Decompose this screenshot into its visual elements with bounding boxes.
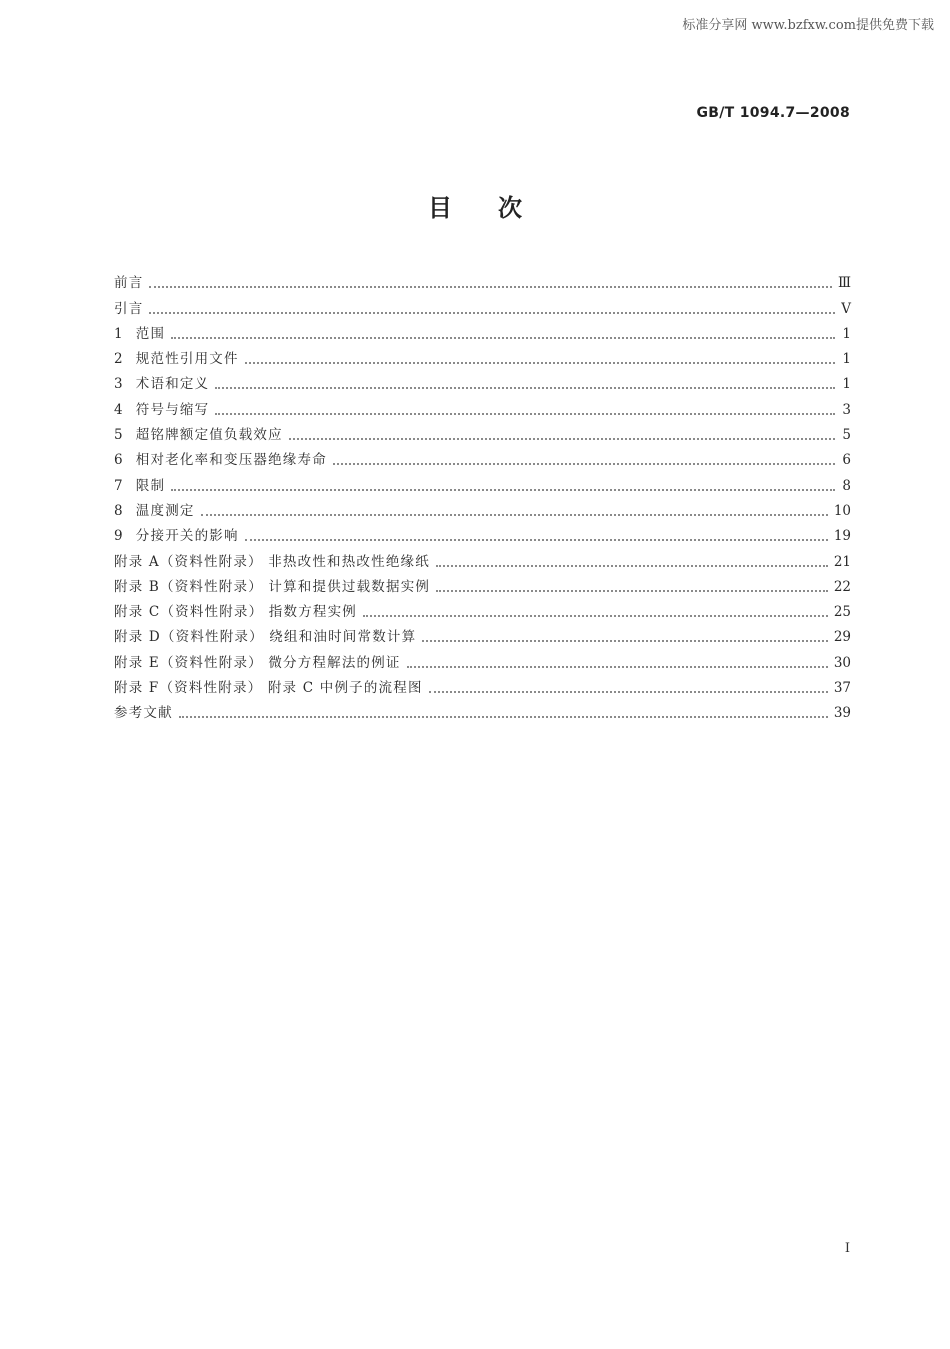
toc-entry-number: 1 xyxy=(114,325,124,342)
toc-entry-label xyxy=(114,325,165,343)
toc-entry-number: 2 xyxy=(114,351,124,368)
page-title: 目次 xyxy=(428,194,568,222)
toc-entry-text: 参考文献 xyxy=(114,705,173,722)
toc-dot-leader xyxy=(201,514,828,516)
toc-entry-number: 3 xyxy=(114,376,124,393)
toc-entry-label xyxy=(114,502,195,520)
toc-dot-leader xyxy=(436,590,828,592)
toc-entry-label xyxy=(114,578,430,596)
toc-entry-page: 1 xyxy=(842,325,851,342)
toc-entry-label xyxy=(114,527,239,545)
toc-entry-label xyxy=(114,451,327,469)
toc-entry-label xyxy=(114,628,416,646)
toc-entry-label xyxy=(114,477,165,495)
toc-dot-leader xyxy=(289,438,835,440)
toc-entry-text: 附录 E（资料性附录） 微分方程解法的例证 xyxy=(114,654,401,671)
toc-entry-text: 引言 xyxy=(114,300,144,317)
toc-entry-text: 术语和定义 xyxy=(135,376,210,393)
toc-dot-leader xyxy=(429,691,828,693)
toc-dot-leader xyxy=(149,312,835,314)
toc-dot-leader xyxy=(179,716,828,718)
toc-entry[interactable] xyxy=(114,444,851,469)
toc-entry-page: 19 xyxy=(833,528,851,545)
toc-entry-text: 相对老化率和变压器绝缘寿命 xyxy=(135,452,327,469)
standard-code: GB/T 1094.7—2008 xyxy=(696,105,850,121)
toc-entry-number: 7 xyxy=(114,477,124,494)
table-of-contents xyxy=(114,267,851,722)
toc-entry[interactable] xyxy=(114,621,851,646)
toc-entry-page: 1 xyxy=(842,351,851,368)
toc-entry-page: 8 xyxy=(842,477,851,494)
toc-entry-label xyxy=(114,350,239,368)
toc-entry-label xyxy=(114,654,401,672)
toc-entry-page: 10 xyxy=(833,502,851,519)
toc-entry-text: 限制 xyxy=(135,477,166,494)
toc-entry-page: 3 xyxy=(842,401,851,418)
toc-entry[interactable] xyxy=(114,419,851,444)
toc-entry-text: 超铭牌额定值负载效应 xyxy=(135,427,283,444)
toc-dot-leader xyxy=(245,362,835,364)
toc-entry[interactable] xyxy=(114,495,851,520)
toc-entry-text: 附录 C（资料性附录） 指数方程实例 xyxy=(114,604,358,621)
toc-entry-page: 25 xyxy=(833,604,851,621)
toc-entry[interactable] xyxy=(114,697,851,722)
toc-entry-text: 规范性引用文件 xyxy=(135,351,239,368)
page-number: Ⅰ xyxy=(844,1241,850,1256)
toc-entry-text: 温度测定 xyxy=(135,502,195,519)
toc-entry[interactable] xyxy=(114,520,851,545)
toc-entry-page: Ⅴ xyxy=(841,300,851,317)
toc-entry[interactable] xyxy=(114,596,851,621)
toc-entry-text: 附录 D（资料性附录） 绕组和油时间常数计算 xyxy=(114,629,417,646)
toc-entry[interactable] xyxy=(114,672,851,697)
toc-dot-leader xyxy=(422,640,828,642)
toc-entry-page: 22 xyxy=(833,578,851,595)
toc-dot-leader xyxy=(171,489,835,491)
toc-entry-label xyxy=(114,401,209,419)
toc-dot-leader xyxy=(333,463,835,465)
toc-dot-leader xyxy=(436,565,828,567)
toc-entry-page: 1 xyxy=(842,376,851,393)
toc-dot-leader xyxy=(215,387,835,389)
toc-entry-number: 4 xyxy=(114,401,124,418)
toc-dot-leader xyxy=(245,539,828,541)
toc-entry-page: Ⅲ xyxy=(837,275,851,292)
toc-entry-number: 9 xyxy=(114,528,124,545)
toc-entry[interactable] xyxy=(114,393,851,418)
toc-entry-page: 39 xyxy=(833,705,851,722)
toc-entry-page: 37 xyxy=(833,680,851,697)
toc-entry-text: 分接开关的影响 xyxy=(135,528,239,545)
toc-entry-label xyxy=(114,426,283,444)
toc-entry[interactable] xyxy=(114,318,851,343)
toc-entry-page: 30 xyxy=(833,654,851,671)
toc-entry-number: 5 xyxy=(114,427,124,444)
toc-entry-text: 前言 xyxy=(114,275,144,292)
toc-entry-page: 5 xyxy=(842,427,851,444)
toc-entry[interactable] xyxy=(114,368,851,393)
toc-dot-leader xyxy=(171,337,835,339)
toc-entry-text: 范围 xyxy=(135,325,166,342)
toc-entry[interactable] xyxy=(114,571,851,596)
toc-entry-page: 6 xyxy=(842,452,851,469)
toc-entry-label xyxy=(114,603,357,621)
toc-dot-leader xyxy=(149,286,832,288)
toc-entry-page: 21 xyxy=(833,553,851,570)
toc-entry[interactable] xyxy=(114,469,851,494)
toc-entry[interactable] xyxy=(114,646,851,671)
watermark-text: 标准分享网 www.bzfxw.com提供免费下载 xyxy=(682,18,934,33)
toc-entry-text: 附录 B（资料性附录） 计算和提供过载数据实例 xyxy=(114,578,431,595)
toc-dot-leader xyxy=(407,666,828,668)
toc-entry-text: 附录 A（资料性附录） 非热改性和热改性绝缘纸 xyxy=(114,553,430,570)
toc-entry[interactable] xyxy=(114,292,851,317)
toc-entry[interactable] xyxy=(114,545,851,570)
toc-entry-label xyxy=(114,300,143,318)
toc-entry-label xyxy=(114,553,430,571)
toc-entry[interactable] xyxy=(114,267,851,292)
toc-entry-label xyxy=(114,704,173,722)
toc-dot-leader xyxy=(215,413,835,415)
toc-entry-number: 6 xyxy=(114,452,124,469)
toc-entry-label xyxy=(114,375,209,393)
toc-entry-label xyxy=(114,274,143,292)
toc-entry-number: 8 xyxy=(114,502,124,519)
toc-dot-leader xyxy=(363,615,828,617)
toc-entry-text: 附录 F（资料性附录） 附录 C 中例子的流程图 xyxy=(114,680,423,697)
toc-entry-page: 29 xyxy=(833,629,851,646)
toc-entry[interactable] xyxy=(114,343,851,368)
toc-entry-label xyxy=(114,679,423,697)
toc-entry-text: 符号与缩写 xyxy=(135,401,210,418)
